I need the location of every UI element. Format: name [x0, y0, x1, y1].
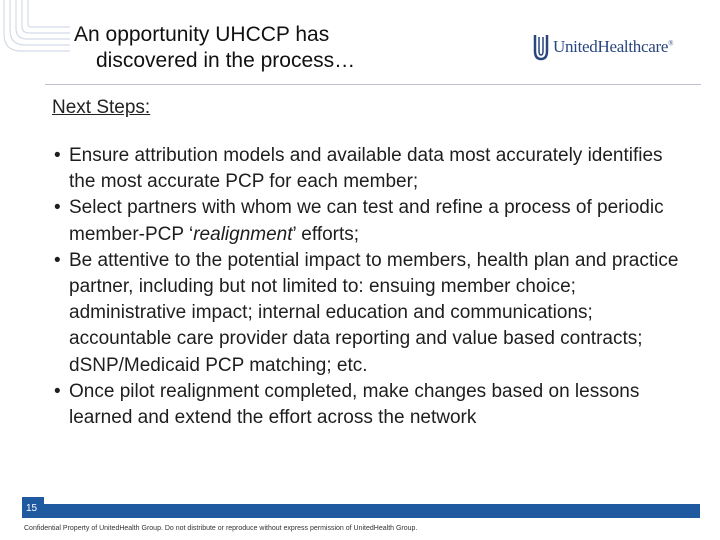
bullet-text-italic: realignment	[193, 223, 293, 245]
footer-bar	[22, 504, 700, 518]
slide-title-line2: discovered in the process…	[96, 49, 356, 72]
slide-title-line1: An opportunity UHCCP has	[74, 23, 330, 46]
bullet-dot: •	[54, 197, 61, 219]
bullet-item	[52, 379, 692, 431]
bullet-item	[52, 248, 692, 379]
bullet-item	[52, 195, 692, 247]
bullet-text: Select partners with whom we can test and refine a process of periodic member-PCP ‘	[69, 197, 664, 245]
unitedhealthcare-logo	[533, 32, 673, 62]
next-steps-heading: Next Steps:	[52, 97, 151, 118]
bullet-dot: •	[54, 249, 61, 271]
bullet-dot: •	[54, 145, 61, 166]
bullet-text: ’ efforts;	[292, 223, 360, 245]
bullet-text: Once pilot realignment completed, make changes based on lessons learned and extend the effort across the network	[69, 380, 640, 429]
slide-title	[74, 22, 474, 74]
logo-wordmark: UnitedHealthcare®	[553, 37, 674, 56]
bullet-item	[52, 143, 692, 195]
page-number: 15	[26, 503, 38, 514]
bullet-text: Be attentive to the potential impact to members, health plan and practice partner, including but not limited to: ensuing member choice; administrative impact; internal education and communications; accountable care provider data reporting and value based contracts; dSNP/Medicaid PCP matching; etc.	[69, 249, 679, 376]
title-divider	[45, 84, 701, 85]
uhc-logo-mark-icon	[533, 33, 549, 61]
bullet-dot: •	[54, 380, 61, 402]
confidential-notice: Confidential Property of UnitedHealth Group. Do not distribute or reproduce without express permission of UnitedHealth Group.	[24, 525, 418, 532]
bullet-text: Ensure attribution models and available data most accurately identifies the most accurate PCP for each member;	[69, 145, 663, 193]
registered-mark: ®	[668, 39, 674, 48]
bullet-list	[52, 143, 692, 431]
